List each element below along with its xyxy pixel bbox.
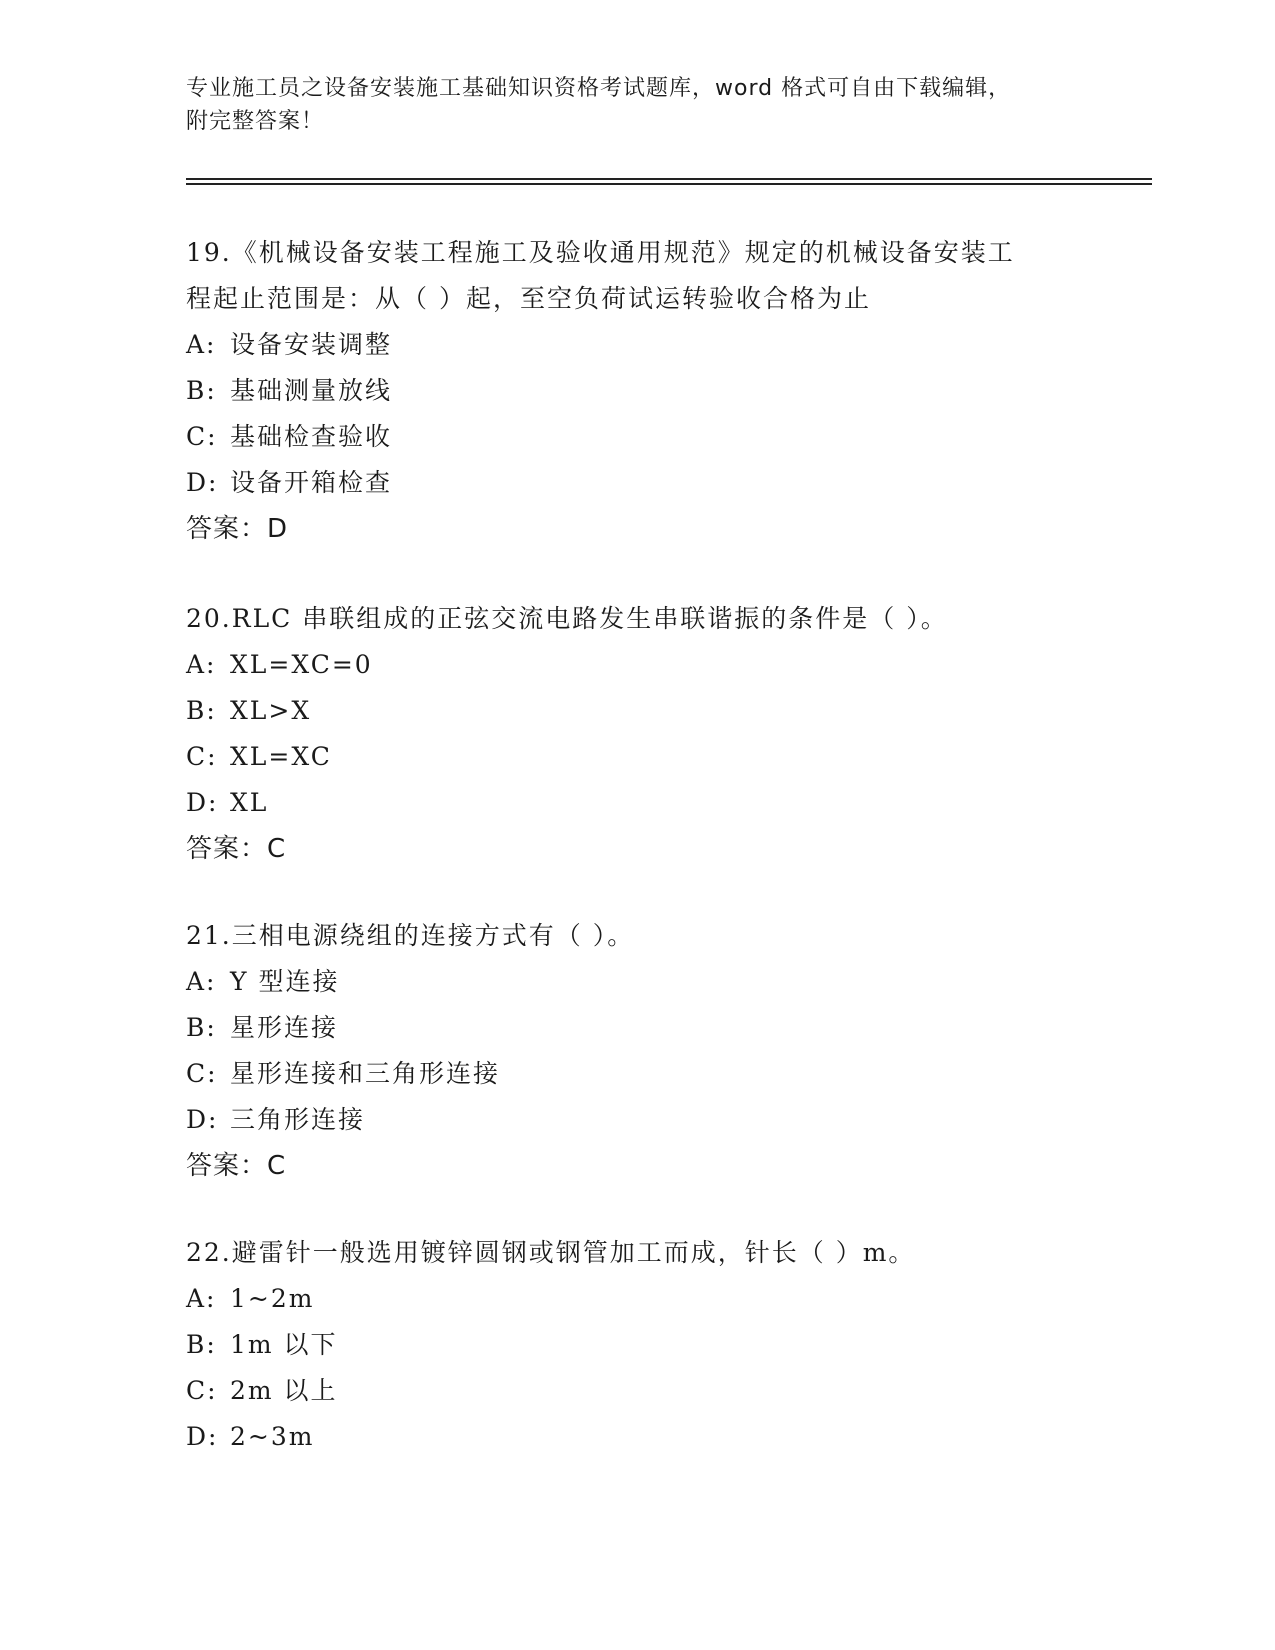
option-letter: C: bbox=[186, 1376, 218, 1405]
option-letter: D: bbox=[186, 788, 219, 817]
option-text: Y 型连接 bbox=[230, 967, 340, 996]
option-d bbox=[186, 1097, 1086, 1143]
question-stem bbox=[186, 596, 1086, 642]
option-d bbox=[186, 1414, 1086, 1460]
option-b bbox=[186, 368, 1086, 414]
answer-label: 答案：C bbox=[186, 1151, 287, 1181]
question-stem bbox=[186, 1230, 1086, 1276]
question-20 bbox=[186, 596, 1086, 872]
option-letter: C: bbox=[186, 422, 218, 451]
option-text: 三角形连接 bbox=[230, 1105, 366, 1134]
option-text: 设备安装调整 bbox=[230, 330, 393, 359]
header-divider-top bbox=[186, 178, 1152, 180]
option-text: 基础测量放线 bbox=[230, 376, 393, 405]
header-line-2: 附完整答案！ bbox=[186, 109, 325, 134]
question-19 bbox=[186, 230, 1086, 552]
option-letter: D: bbox=[186, 468, 219, 497]
option-text: 基础检查验收 bbox=[230, 422, 393, 451]
option-letter: C: bbox=[186, 742, 218, 771]
option-c bbox=[186, 1051, 1086, 1097]
option-letter: D: bbox=[186, 1105, 219, 1134]
header-divider-bottom bbox=[186, 183, 1152, 185]
option-a bbox=[186, 322, 1086, 368]
option-letter: A: bbox=[186, 330, 217, 359]
option-text: XL bbox=[230, 788, 269, 817]
option-letter: B: bbox=[186, 696, 217, 725]
question-stem-line-1: 19.《机械设备安装工程施工及验收通用规范》规定的机械设备安装工 bbox=[186, 238, 1015, 267]
question-stem bbox=[186, 913, 1086, 959]
option-a bbox=[186, 642, 1086, 688]
option-c bbox=[186, 734, 1086, 780]
option-letter: A: bbox=[186, 650, 217, 679]
answer-label: 答案：D bbox=[186, 514, 289, 544]
option-b bbox=[186, 1322, 1086, 1368]
option-text: 1~2m bbox=[230, 1284, 315, 1313]
option-d bbox=[186, 460, 1086, 506]
option-letter: B: bbox=[186, 1330, 217, 1359]
option-letter: C: bbox=[186, 1059, 218, 1088]
question-22 bbox=[186, 1230, 1086, 1460]
option-letter: B: bbox=[186, 1013, 217, 1042]
answer-label: 答案：C bbox=[186, 834, 287, 864]
question-stem-line-1: 21.三相电源绕组的连接方式有（ ）。 bbox=[186, 921, 635, 950]
option-a bbox=[186, 959, 1086, 1005]
question-stem-line-1: 20.RLC 串联组成的正弦交流电路发生串联谐振的条件是（ ）。 bbox=[186, 604, 948, 633]
option-text: 星形连接 bbox=[230, 1013, 339, 1042]
option-text: 设备开箱检查 bbox=[230, 468, 393, 497]
option-text: XL=XC=0 bbox=[230, 650, 373, 679]
option-text: XL=XC bbox=[230, 742, 332, 771]
question-stem-line-2: 程起止范围是：从（ ）起，至空负荷试运转验收合格为止 bbox=[186, 284, 871, 313]
option-text: 2~3m bbox=[230, 1422, 315, 1451]
option-letter: A: bbox=[186, 1284, 217, 1313]
option-c bbox=[186, 1368, 1086, 1414]
option-c bbox=[186, 414, 1086, 460]
option-text: 星形连接和三角形连接 bbox=[230, 1059, 501, 1088]
option-d bbox=[186, 780, 1086, 826]
question-21 bbox=[186, 913, 1086, 1189]
option-text: 1m 以下 bbox=[230, 1330, 338, 1359]
option-letter: A: bbox=[186, 967, 217, 996]
option-a bbox=[186, 1276, 1086, 1322]
option-text: XL>X bbox=[230, 696, 312, 725]
option-b bbox=[186, 688, 1086, 734]
option-text: 2m 以上 bbox=[230, 1376, 338, 1405]
question-stem bbox=[186, 230, 1086, 322]
option-letter: B: bbox=[186, 376, 217, 405]
header-line-1: 专业施工员之设备安装施工基础知识资格考试题库，word 格式可自由下载编辑， bbox=[186, 76, 1012, 101]
document-header bbox=[186, 72, 1086, 138]
option-letter: D: bbox=[186, 1422, 219, 1451]
option-b bbox=[186, 1005, 1086, 1051]
question-stem-line-1: 22.避雷针一般选用镀锌圆钢或钢管加工而成，针长（ ）m。 bbox=[186, 1238, 916, 1267]
